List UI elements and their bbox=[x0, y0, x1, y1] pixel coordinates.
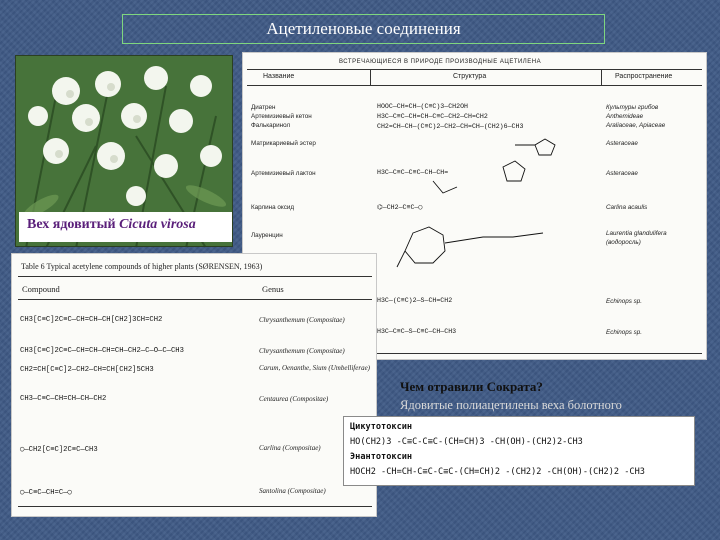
compound-genus: Santolina (Compositae) bbox=[259, 487, 326, 495]
table-rule-bottom bbox=[18, 506, 372, 507]
toxin-name-oenanthotoxin: Энантотоксин bbox=[350, 452, 413, 462]
distribution: Anthemideae bbox=[606, 113, 644, 120]
socrates-question: Чем отравили Сократа? bbox=[400, 379, 543, 394]
compound-genus: Carlina (Compositae) bbox=[259, 444, 321, 452]
column-header-distribution: Распространение bbox=[615, 73, 673, 80]
header-divider bbox=[601, 70, 602, 86]
distribution: (водоросль) bbox=[606, 239, 641, 246]
column-header-compound: Compound bbox=[22, 284, 60, 294]
structure-formula: H3C—(C≡C)2—S—CH=CH2 bbox=[377, 297, 453, 304]
compound-formula: CH2=CH[C≡C]2—CH2—CH=CH[CH2]5CH3 bbox=[20, 366, 154, 374]
compound-name: Фалькаринол bbox=[251, 122, 291, 129]
column-header-name: Название bbox=[263, 73, 295, 80]
compound-name: Карлина оксид bbox=[251, 204, 295, 211]
compound-formula: ◯—C≡C—CH=C—◯ bbox=[20, 489, 72, 497]
table-rule-header bbox=[18, 299, 372, 300]
toxin-formula-oenanthotoxin: HOCH2 -CH=CH-C≡C-C≡C-(CH=CH)2 -(CH2)2 -CH(OH)-(CH2)2 -CH3 bbox=[350, 467, 645, 477]
caption-latin: Cicuta virosa bbox=[119, 217, 196, 232]
compound-formula: CH3[C≡C]2C≡C—CH=CH—CH=CH—CH2—C—O—C—CH3 bbox=[20, 347, 184, 355]
distribution: Carlina acaulis bbox=[606, 204, 648, 211]
structure-formula: HOOC—CH=CH—(C≡C)3—CH2OH bbox=[377, 103, 469, 110]
caption-russian: Вех ядовитый bbox=[27, 217, 120, 232]
distribution: Asteraceae bbox=[606, 140, 638, 147]
distribution: Культуры грибов bbox=[606, 104, 659, 111]
structure-formula: CH2=CH—CH—(C≡C)2—CH2—CH=CH—(CH2)6—CH3 bbox=[377, 123, 524, 130]
structure-formula: H3C—C≡C—C≡C—CH—CH= bbox=[377, 169, 449, 176]
compound-name: Артемизиевый лактон bbox=[251, 170, 316, 177]
compound-name: Диатрен bbox=[251, 104, 276, 111]
compound-genus: Chrysanthemum (Compositae) bbox=[259, 347, 345, 355]
compound-formula: CH3[C≡C]2C≡C—CH=CH—CH[CH2]3CH=CH2 bbox=[20, 316, 163, 324]
toxin-formula-cicutoxin: HO(CH2)3 -C≡C-C≡C-(CH=CH)3 -CH(OH)-(CH2)2-CH3 bbox=[350, 437, 583, 447]
compound-name: Артемизиевый кетон bbox=[251, 113, 312, 120]
table-rule-top bbox=[18, 276, 372, 277]
compound-formula: ◯—CH2[C≡C]2C≡C—CH3 bbox=[20, 446, 98, 454]
table-title: Table 6 Typical acetylene compounds of higher plants (SØRENSEN, 1963) bbox=[21, 262, 263, 271]
compound-name: Матрикариевый эстер bbox=[251, 140, 316, 147]
laurencin-structure bbox=[393, 223, 603, 278]
compound-genus: Chrysanthemum (Compositae) bbox=[259, 316, 345, 324]
compound-genus: Centaurea (Compositae) bbox=[259, 395, 329, 403]
column-header-structure: Структура bbox=[453, 73, 487, 80]
toxin-name-cicutoxin: Цикутотоксин bbox=[350, 422, 413, 432]
table-rule-top bbox=[247, 69, 702, 70]
slide-title: Ацетиленовые соединения bbox=[122, 14, 605, 44]
sorensen-table bbox=[11, 253, 377, 517]
distribution: Echinops sp. bbox=[606, 298, 643, 305]
header-divider bbox=[370, 70, 371, 86]
artemisia-lactone-structure bbox=[373, 153, 603, 198]
structure-formula: H3C—C≡C—CH=CH—C≡C—CH2—CH=CH2 bbox=[377, 113, 488, 120]
structure-formula: H3C—C≡C—S—C≡C—CH—CH3 bbox=[377, 328, 457, 335]
photo-caption bbox=[19, 212, 232, 242]
distribution: Laurentia glandulifera bbox=[606, 230, 667, 237]
distribution: Araliaceae, Apiaceae bbox=[606, 122, 666, 129]
compound-name: Лауренцин bbox=[251, 232, 283, 239]
column-header-genus: Genus bbox=[262, 284, 284, 294]
distribution: Echinops sp. bbox=[606, 329, 643, 336]
compound-formula: CH3—C≡C—CH=CH—CH—CH2 bbox=[20, 395, 107, 403]
table-rule-header bbox=[247, 85, 702, 86]
socrates-subtitle: Ядовитые полиацетилены веха болотного bbox=[400, 398, 622, 412]
structure-formula: ⌬—CH2—C≡C—◯ bbox=[377, 204, 423, 211]
distribution: Asteraceae bbox=[606, 170, 638, 177]
toxin-formulas-box bbox=[343, 416, 695, 486]
table-title: ВСТРЕЧАЮЩИЕСЯ В ПРИРОДЕ ПРОИЗВОДНЫЕ АЦЕТИЛЕНА bbox=[339, 59, 542, 65]
compound-genus: Carum, Oenanthe, Sium (Umbelliferae) bbox=[259, 364, 371, 372]
